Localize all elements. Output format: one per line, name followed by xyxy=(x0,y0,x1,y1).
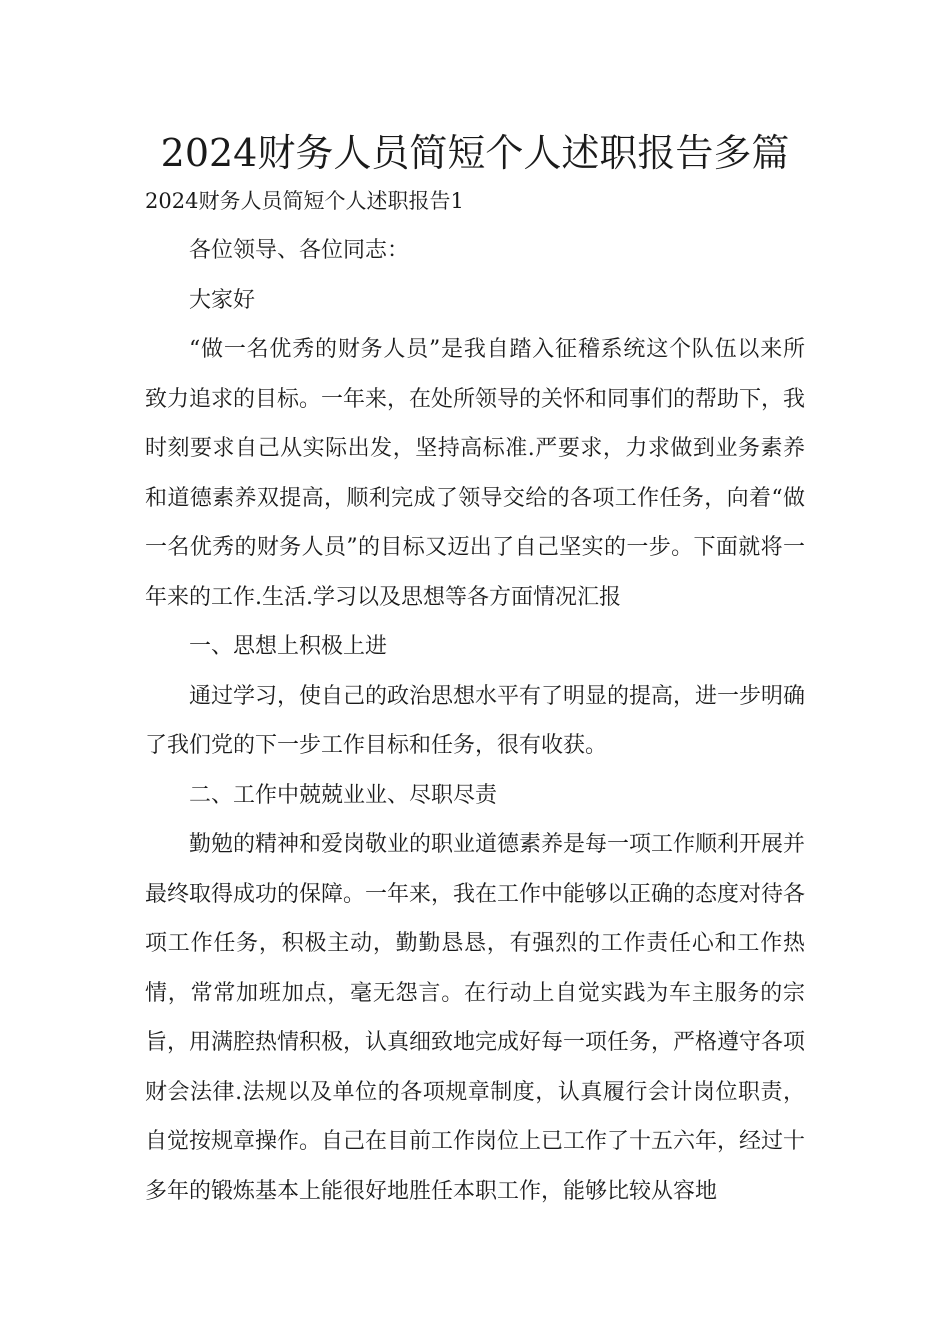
paragraph-section-2: 勤勉的精神和爱岗敬业的职业道德素养是每一项工作顺利开展并最终取得成功的保障。一年来，我在工作中能够以正确的态度对待各项工作任务，积极主动，勤勤恳恳，有强烈的工作责任心和工作热情，常常加班加点，毫无怨言。在行动上自觉实践为车主服务的宗旨，用满腔热情积极，认真细致地完成好每一项任务，严格遵守各项财会法律.法规以及单位的各项规章制度，认真履行会计岗位职责，自觉按规章操作。自己在目前工作岗位上已工作了十五六年，经过十多年的锻炼基本上能很好地胜任本职工作，能够比较从容地 xyxy=(145,832,806,1204)
section-heading-1: 一、思想上积极上进 xyxy=(189,634,388,659)
document-body xyxy=(145,226,805,1216)
document-subtitle: 2024财务人员简短个人述职报告1 xyxy=(145,189,464,213)
paragraph-intro: “做一名优秀的财务人员”是我自踏入征稽系统这个队伍以来所致力追求的目标。一年来，在处所领导的关怀和同事们的帮助下，我时刻要求自己从实际出发，坚持高标准.严要求，力求做到业务素养和道德素养双提高，顺利完成了领导交给的各项工作任务，向着“做一名优秀的财务人员”的目标又迈出了自己坚实的一步。下面就将一年来的工作.生活.学习以及思想等各方面情况汇报 xyxy=(145,337,806,610)
paragraph-greeting: 大家好 xyxy=(189,287,256,313)
paragraph-section-1: 通过学习，使自己的政治思想水平有了明显的提高，进一步明确了我们党的下一步工作目标和任务，很有收获。 xyxy=(145,683,806,758)
paragraph-salutation: 各位领导、各位同志： xyxy=(189,238,410,263)
document-title: 2024财务人员简短个人述职报告多篇 xyxy=(160,131,790,175)
section-heading-2: 二、工作中兢兢业业、尽职尽责 xyxy=(189,782,498,808)
